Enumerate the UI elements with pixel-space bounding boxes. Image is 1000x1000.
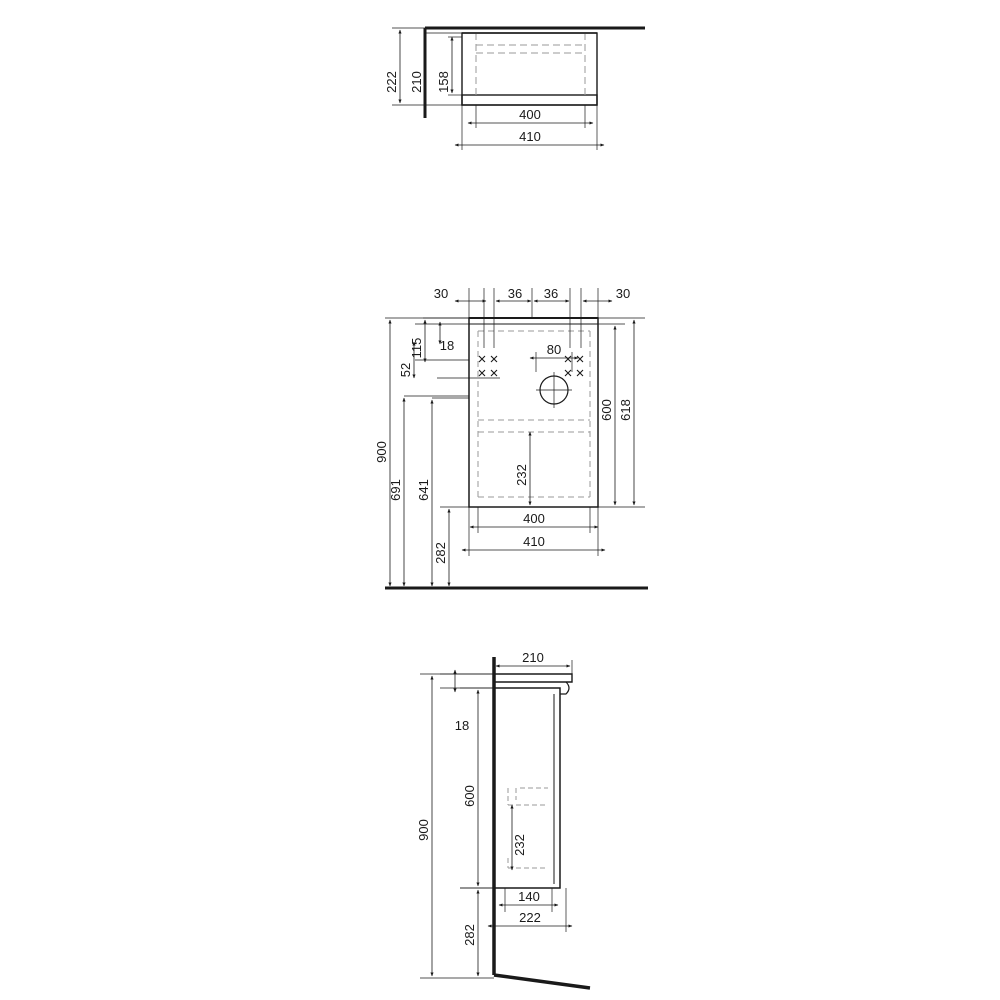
dim-label-900-side: 900: [416, 819, 431, 841]
dim-label-210-side: 210: [522, 650, 544, 665]
top-slab-side: [494, 674, 572, 682]
dim-label-222-side: 222: [519, 910, 541, 925]
fixing-marks: [479, 356, 583, 376]
top-view: [384, 28, 645, 150]
cabinet-outline-side: [494, 688, 560, 888]
dim-label-210: 210: [409, 71, 424, 93]
dim-label-80: 80: [546, 342, 562, 357]
dim-label-282-side: 282: [462, 924, 477, 946]
dim-label-115: 115: [409, 337, 424, 359]
dim-label-410-top: 410: [519, 129, 541, 144]
front-view: [374, 286, 648, 588]
side-view: [416, 650, 590, 988]
basin-centermark: [536, 372, 572, 408]
dim-label-600-side: 600: [462, 785, 477, 807]
dim-label-232-side: 232: [512, 834, 527, 856]
dim-label-140: 140: [518, 889, 540, 904]
cabinet-outline-top: [462, 33, 597, 105]
front-panel-top: [462, 95, 597, 105]
dim-label-900-front: 900: [374, 441, 389, 463]
dim-label-158: 158: [436, 71, 451, 93]
dim-label-52: 52: [398, 362, 413, 378]
dim-label-282-front: 282: [433, 542, 448, 564]
dim-label-30-right: 30: [615, 286, 631, 301]
dim-label-400-top: 400: [519, 107, 541, 122]
dim-label-18: 18: [439, 338, 455, 353]
cabinet-outline-front: [469, 318, 598, 507]
dim-label-222: 222: [384, 71, 399, 93]
dim-label-30-left: 30: [433, 286, 449, 301]
dim-label-410-front: 410: [523, 534, 545, 549]
dim-label-232-front: 232: [514, 464, 529, 486]
dim-label-400-front: 400: [523, 511, 545, 526]
front-lip-side: [560, 682, 569, 694]
dim-label-618: 618: [618, 399, 633, 421]
dim-label-36-right: 36: [543, 286, 559, 301]
dim-label-600-front: 600: [599, 399, 614, 421]
dim-label-18-side: 18: [454, 718, 470, 733]
floor-line-side: [494, 975, 590, 988]
dim-label-691: 691: [388, 479, 403, 501]
dim-label-641: 641: [416, 479, 431, 501]
dim-label-36-left: 36: [507, 286, 523, 301]
